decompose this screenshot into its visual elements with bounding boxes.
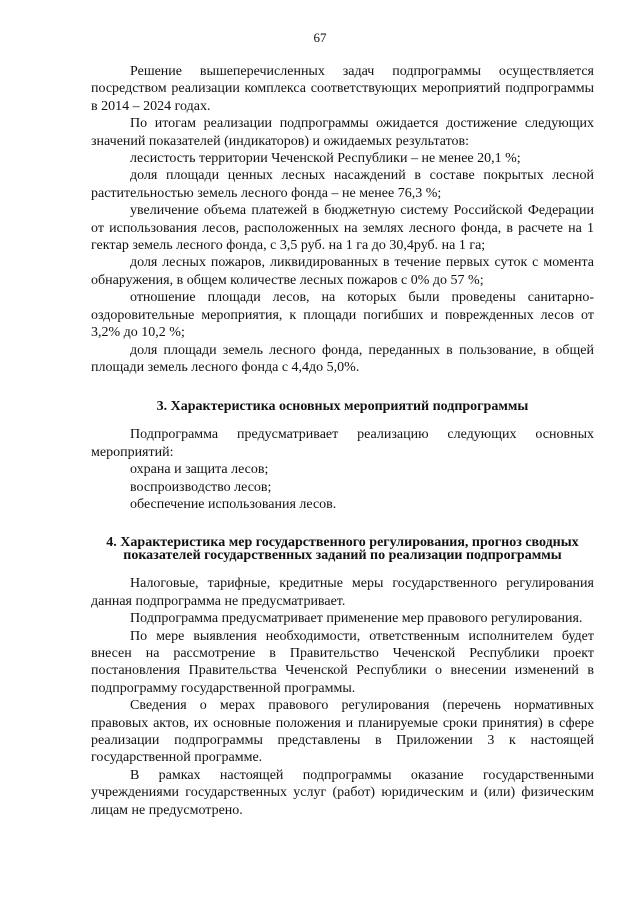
measure-reforestation: воспроизводство лесов;: [130, 479, 272, 495]
indicator-land-transferred: доля площади земель лесного фонда, переданных в пользование, в общей площади земель лесного фонда с 4,4до 5,0%.: [91, 342, 594, 375]
section-3-heading: 3. Характеристика основных мероприятий подпрограммы: [156, 399, 529, 415]
indicator-valuable-plantations: доля площади ценных лесных насаждений в составе покрытых лесной растительностью земель лесного фонда – не менее 76,3 %;: [91, 168, 594, 201]
indicator-budget-payments: увеличение объема платежей в бюджетную систему Российской Федерации от использования лесов, расположенных на землях лесного фонда, в расчете на 1 гектар земель лесного фонда, с 3,5 руб. на 1 га до 30,4руб. на 1 га;: [91, 203, 594, 254]
section-3-intro: Подпрограмма предусматривает реализацию следующих основных мероприятий:: [91, 427, 594, 460]
measure-forest-protection: охрана и защита лесов;: [130, 462, 269, 478]
indicator-fires-eliminated: доля лесных пожаров, ликвидированных в течение первых суток с момента обнаружения, в общем количестве лесных пожаров с 0% до 57 %;: [91, 255, 594, 288]
indicator-sanitary-measures: отношение площади лесов, на которых были проведены санитарно-оздоровительные мероприятия, к площади погибших и поврежденных лесов от 3,2% до 10,2 %;: [91, 290, 594, 341]
paragraph-expected-results: По итогам реализации подпрограммы ожидается достижение следующих значений показателей (индикаторов) и ожидаемых результатов:: [91, 116, 594, 149]
section-4-heading: 4. Характеристика мер государственного регулирования, прогноз сводных показателей государственных заданий по реализации подпрограммы: [106, 535, 579, 564]
measure-forest-use: обеспечение использования лесов.: [130, 496, 337, 512]
paragraph-tasks-solution: Решение вышеперечисленных задач подпрограммы осуществляется посредством реализации комплекса соответствующих мероприятий подпрограммы в 2014 – 2024 годах.: [91, 64, 594, 114]
section-4-paragraph-appendix: Сведения о мерах правового регулирования (перечень нормативных правовых актов, их основные положения и планируемые сроки принятия) в сфере реализации подпрограммы представлены в Приложении 3 к настоящей государственной программе.: [91, 698, 594, 766]
page-number: 67: [313, 30, 327, 45]
section-4-paragraph-tax: Налоговые, тарифные, кредитные меры государственного регулирования данная подпрограмма не предусматривает.: [91, 576, 594, 609]
indicator-forest-cover: лесистость территории Чеченской Республики – не менее 20,1 %;: [130, 151, 521, 167]
section-4-paragraph-services: В рамках настоящей подпрограммы оказание государственными учреждениями государственных услуг (работ) юридическим и (или) физическим лицам не предусмотрено.: [91, 767, 594, 818]
page-content: [91, 63, 594, 819]
section-4-paragraph-amendments: По мере выявления необходимости, ответственным исполнителем будет внесен на рассмотрение в Правительство Чеченской Республики проект постановления Правительства Чеченской Республики о внесении изменений в подпрограмму государственной программы.: [91, 628, 594, 696]
section-4-paragraph-legal: Подпрограмма предусматривает применение мер правового регулирования.: [130, 611, 583, 627]
